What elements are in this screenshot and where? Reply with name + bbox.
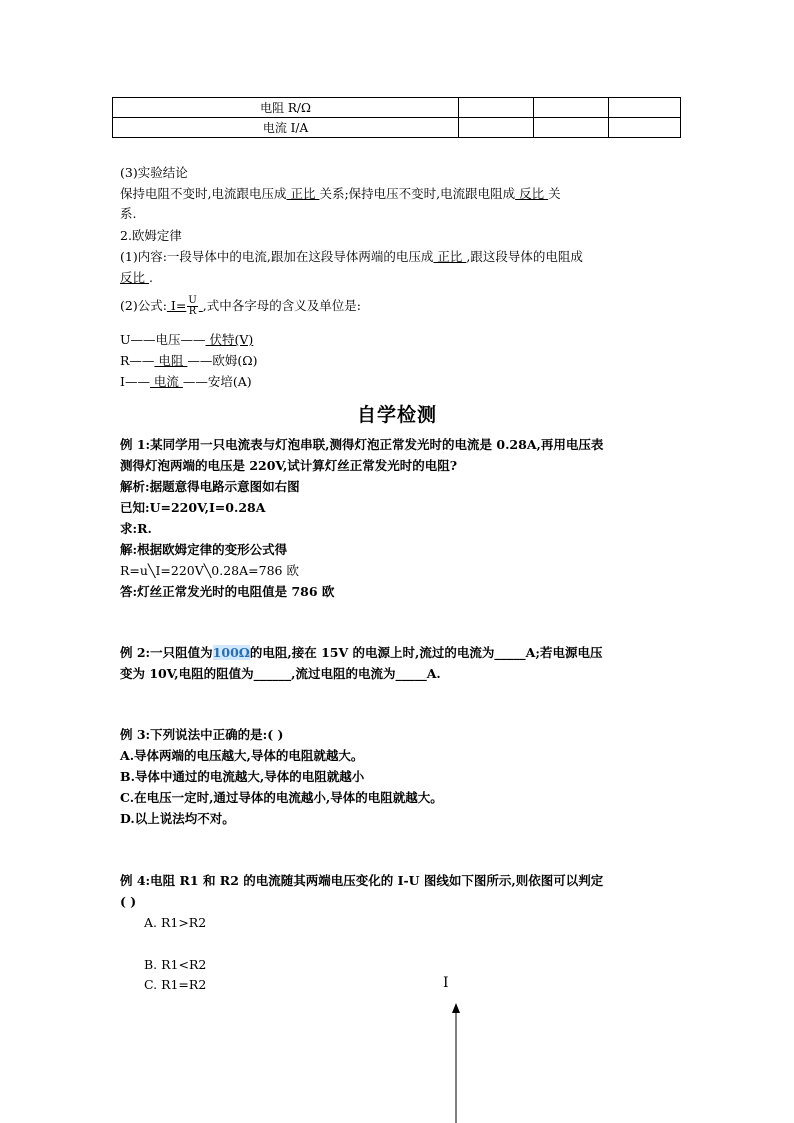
table-cell-empty[interactable] [534,98,609,118]
table-cell-empty[interactable] [534,118,609,138]
formula-blank [166,295,203,317]
ex3-option-d: D.以上说法均不对。 [120,811,235,826]
ex1-find: 求:R. [120,521,152,536]
ex4-question-line2: ( ) [120,894,137,909]
conclusion-heading: (3)实验结论 [120,165,188,180]
ex3-option-a: A.导体两端的电压越大,导体的电阻就越大。 [120,748,364,763]
arrow-up-icon [452,1003,460,1013]
conclusion-line-2: 系. [120,206,137,221]
table-cell-empty[interactable] [609,118,681,138]
text: ——安培(A) [182,374,252,389]
unit-line-i [120,372,252,392]
fill-blank: 电流 [149,374,183,389]
fill-blank: 伏特(V) [205,332,254,347]
text: (1)内容:一段导体中的电流,跟加在这段导体两端的电压成 [120,249,434,264]
text: ,跟这段导体的电阻成 [466,249,583,264]
table-cell-empty[interactable] [609,98,681,118]
ex1-known: 已知:U=220V,I=0.28A [120,500,266,515]
ex4-option-b: B. R1<R2 [144,957,207,972]
ohm-heading: 2.欧姆定律 [120,228,182,243]
text: 关系;保持电压不变时,电流跟电阻成 [319,186,516,201]
fill-blank: 正比 [433,249,467,264]
text: ——欧姆(Ω) [187,353,258,368]
unit-line-r [120,351,258,371]
section-title: 自学检测 [356,404,437,426]
ex1-question-line2: 测得灯泡两端的电压是 220V,试计算灯丝正常发光时的电阻? [120,458,458,473]
text: 的电阻,接在 15V 的电源上时,流过的电流为_____A;若电源电压 [249,645,603,660]
formula-denominator: R [188,306,197,317]
data-table [112,97,681,138]
ex4-option-a: A. R1>R2 [144,915,207,930]
ex3-question: 例 3:下列说法中正确的是:( ) [120,727,284,742]
text: U——电压—— [120,332,206,347]
table-cell-label: 电阻 R/Ω [113,98,459,118]
table-cell-empty[interactable] [459,98,534,118]
ex1-solve: 解:根据欧姆定律的变形公式得 [120,542,288,557]
ex1-question-line1: 例 1:某同学用一只电流表与灯泡串联,测得灯泡正常发光时的电流是 0.28A,再用电压表 [120,437,604,452]
highlighted-value: 100Ω [212,645,250,660]
ex4-question-line1: 例 4:电阻 R1 和 R2 的电流随其两端电压变化的 I-U 图线如下图所示,则依图可以判定 [120,873,604,888]
ex1-calc: R=u╲I=220V╲0.28A=786 欧 [120,563,299,578]
unit-line-u [120,330,253,350]
ohm-content-2 [120,268,153,288]
text: 关 [548,186,561,201]
formula-numerator: U [188,295,197,306]
ex1-answer: 答:灯丝正常发光时的电阻值是 786 欧 [120,584,335,599]
fill-blank: 反比 [515,186,549,201]
formula-fraction [187,296,197,317]
ex4-option-c: C. R1=R2 [144,977,207,992]
table-cell-empty[interactable] [459,118,534,138]
table-cell-label: 电流 I/A [113,118,459,138]
fill-blank: 反比 [120,270,149,285]
ex2-question-line1 [120,643,602,663]
text: R—— [120,353,155,368]
text: 例 2:一只阻值为 [120,645,213,660]
text: ,式中各字母的含义及单位是: [202,298,361,313]
iu-graph-y-axis [446,1000,466,1123]
ex3-option-b: B.导体中通过的电流越大,导体的电阻就越小 [120,769,365,784]
fill-blank: 电阻 [154,353,188,368]
table-row [113,118,681,138]
ohm-formula [120,294,361,318]
ex1-analysis: 解析:据题意得电路示意图如右图 [120,479,300,494]
fill-blank: 正比 [286,186,320,201]
ohm-content [120,247,583,267]
text: . [148,270,153,285]
ex2-question-line2: 变为 10V,电阻的阻值为______,流过电阻的电流为_____A. [120,666,441,681]
text: I—— [120,374,150,389]
text: (2)公式: [120,298,167,313]
ex3-option-c: C.在电压一定时,通过导体的电流越小,导体的电阻就越大。 [120,790,443,805]
formula-i: I= [166,298,187,313]
conclusion-line [120,184,561,204]
table-row [113,98,681,118]
axis-label-i: I [443,975,449,991]
text: 保持电阻不变时,电流跟电压成 [120,186,287,201]
